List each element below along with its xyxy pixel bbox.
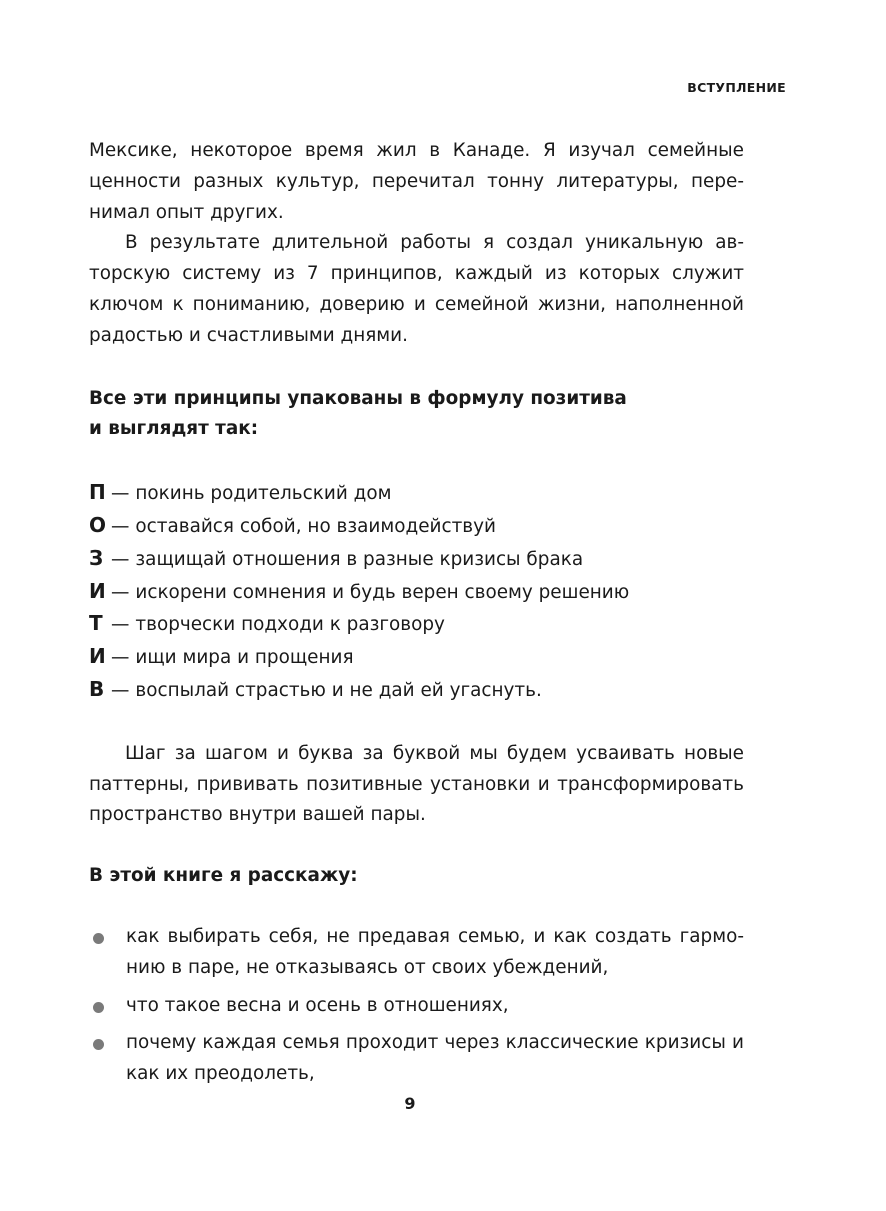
formula-item bbox=[89, 510, 744, 543]
book-contents-heading: В этой книге я расскажу: bbox=[89, 865, 358, 887]
formula-item bbox=[89, 576, 744, 609]
bullet-dot-icon bbox=[93, 1039, 104, 1050]
dash-separator: — bbox=[111, 515, 130, 537]
formula-item bbox=[89, 641, 744, 674]
paragraph-step-by-step: Шаг за шагом и буква за буквой мы будем усваивать новые паттерны, прививать позитивные установки и трансформировать пространство внутри вашей пары. bbox=[89, 742, 744, 826]
list-item bbox=[89, 1028, 744, 1090]
formula-text: искорени сомнения и будь верен своему решению bbox=[135, 581, 630, 603]
formula-text: защищай отношения в разные кризисы брака bbox=[135, 548, 584, 570]
formula-letter: З bbox=[89, 545, 104, 570]
dash-separator: — bbox=[111, 483, 130, 505]
bullet-dot-icon bbox=[93, 933, 104, 944]
running-head: ВСТУПЛЕНИЕ bbox=[687, 80, 786, 95]
formula-text: покинь родительский дом bbox=[135, 483, 392, 505]
page-body bbox=[89, 136, 744, 1097]
list-item bbox=[89, 922, 744, 984]
formula-letter: Т bbox=[89, 611, 103, 636]
page-number: 9 bbox=[404, 1094, 416, 1113]
dash-separator: — bbox=[111, 581, 130, 603]
formula-text: творчески подходи к разговору bbox=[135, 614, 445, 636]
list-item-text: почему каждая семья проходит через классические кризисы и как их преодолеть, bbox=[126, 1032, 744, 1085]
formula-item bbox=[89, 543, 744, 576]
bullet-dot-icon bbox=[93, 1002, 104, 1013]
formula-item bbox=[89, 608, 744, 641]
formula-list bbox=[89, 477, 744, 707]
dash-separator: — bbox=[111, 647, 130, 669]
formula-item bbox=[89, 674, 744, 707]
formula-heading bbox=[89, 384, 744, 446]
formula-text: ищи мира и прощения bbox=[135, 647, 354, 669]
formula-letter: И bbox=[89, 644, 106, 669]
paragraph-intro-continuation: Мексике, некоторое время жил в Канаде. Я изучал семейные ценности разных культур, перечитал тонну литературы, перенимал опыт других. bbox=[89, 140, 744, 223]
formula-heading-line2: и выглядят так: bbox=[89, 418, 259, 440]
formula-heading-line1: Все эти принципы упакованы в формулу позитива bbox=[89, 387, 627, 409]
formula-letter: В bbox=[89, 676, 105, 701]
book-contents-list bbox=[89, 922, 744, 1090]
list-item-text: как выбирать себя, не предавая семью, и как создать гармонию в паре, не отказываясь от своих убеждений, bbox=[126, 925, 744, 978]
dash-separator: — bbox=[111, 679, 130, 701]
formula-letter: И bbox=[89, 578, 106, 603]
list-item bbox=[89, 991, 744, 1022]
dash-separator: — bbox=[111, 548, 130, 570]
formula-item bbox=[89, 477, 744, 510]
formula-letter: П bbox=[89, 480, 106, 505]
formula-text: воспылай страстью и не дай ей угаснуть. bbox=[135, 679, 542, 701]
formula-letter: О bbox=[89, 512, 107, 537]
paragraph-system: В результате длительной работы я создал уникальную авторскую систему из 7 принципов, каждый из которых служит ключом к пониманию, доверию и семейной жизни, наполненной радостью и счастливыми днями. bbox=[89, 232, 744, 346]
formula-text: оставайся собой, но взаимодействуй bbox=[135, 515, 496, 537]
list-item-text: что такое весна и осень в отношениях, bbox=[126, 994, 509, 1016]
dash-separator: — bbox=[111, 614, 130, 636]
